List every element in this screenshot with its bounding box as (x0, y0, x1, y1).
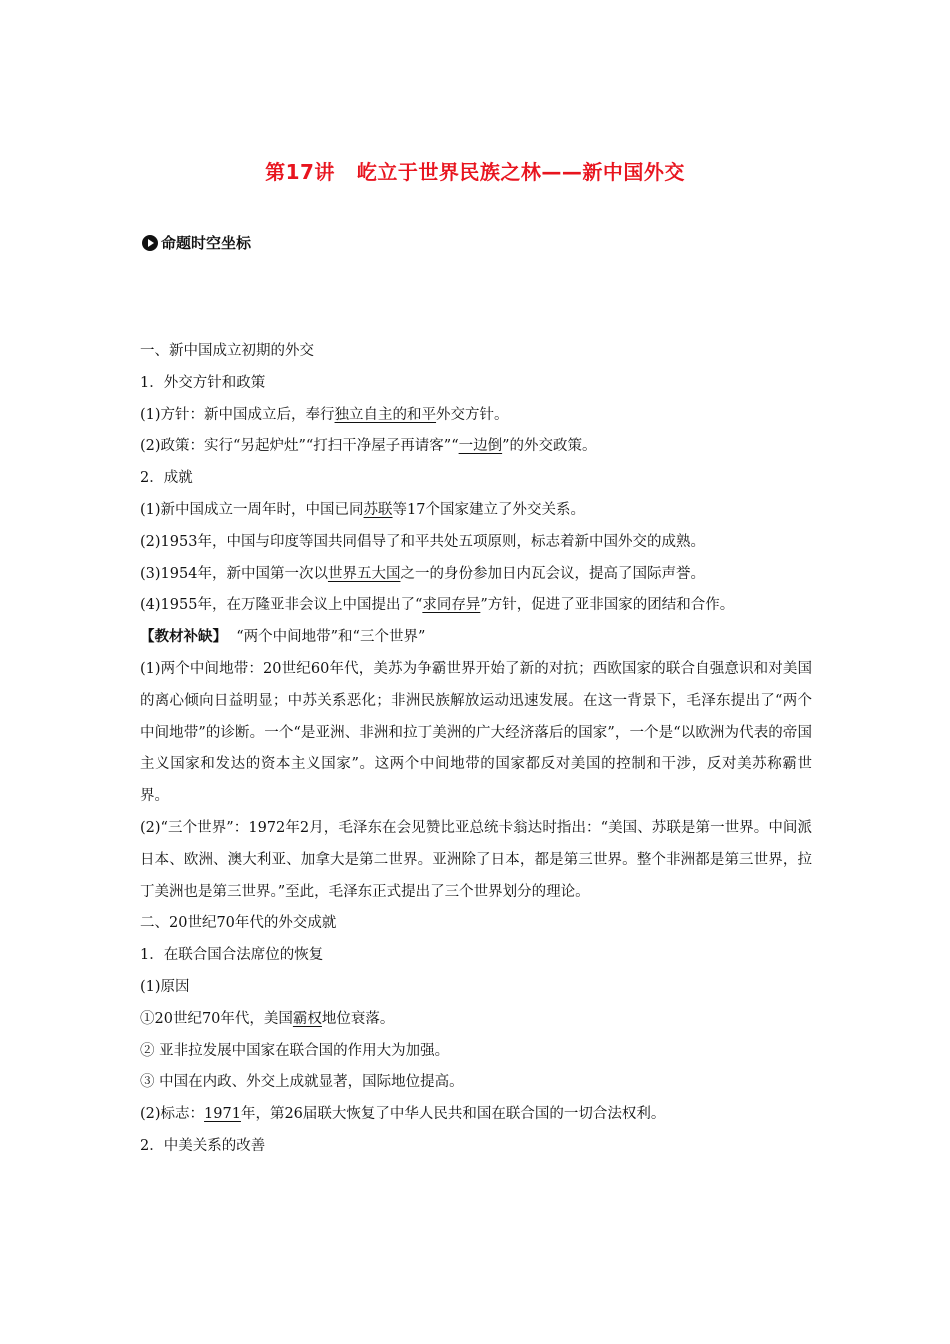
text-run: ”的外交政策。 (502, 438, 597, 455)
paragraph: (1)原因 (140, 978, 190, 995)
paragraph (140, 1004, 812, 1036)
text-run: 年，第26届联大恢复了中华人民共和国在联合国的一切合法权利。 (240, 1106, 666, 1123)
paragraph (140, 590, 812, 622)
paragraph: (2)“三个世界”：1972年2月，毛泽东在会见赞比亚总统卡翁达时指出：“美国、苏联是第一世界。中间派日本、欧洲、澳大利亚、加拿大是第二世界。亚洲除了日本，都是第三世界。整个非洲都是第三世界，拉丁美洲也是第三世界。”至此，毛泽东正式提出了三个世界划分的理论。 (140, 819, 812, 900)
paragraph (140, 431, 812, 463)
play-icon (142, 235, 158, 251)
paragraph (140, 400, 812, 432)
subsection-heading: 2．中美关系的改善 (140, 1137, 266, 1154)
section-header-label: 命题时空坐标 (161, 234, 252, 252)
subsection-heading: 1．外交方针和政策 (140, 374, 266, 391)
text-run: (4)1955年，在万隆亚非会议上中国提出了“ (140, 597, 423, 614)
subsection-heading: 1．在联合国合法席位的恢复 (140, 947, 324, 964)
text-run: ①20世纪70年代，美国 (140, 1010, 293, 1027)
text-run: (1)方针：新中国成立后，奉行 (140, 406, 335, 423)
text-run: (2)标志： (140, 1106, 205, 1123)
underlined-term: 1971 (204, 1106, 241, 1123)
text-run: (2)政策：实行“另起炉灶”“打扫干净屋子再请客”“ (140, 438, 459, 455)
paragraph (140, 495, 812, 527)
document-body (140, 336, 812, 1163)
subsection-heading: 2．成就 (140, 470, 193, 487)
section-heading: 二、20世纪70年代的外交成就 (140, 915, 337, 932)
underlined-term: 独立自主的和平 (334, 406, 437, 423)
section-heading: 一、新中国成立初期的外交 (140, 343, 314, 359)
underlined-term: 世界五大国 (327, 565, 401, 582)
text-run: 外交方针。 (436, 406, 509, 423)
underlined-term: 苏联 (363, 501, 393, 518)
paragraph: (1)两个中间地带：20世纪60年代，美苏为争霸世界开始了新的对抗；西欧国家的联合自强意识和对美国的离心倾向日益明显；中苏关系恶化；非洲民族解放运动迅速发展。在这一背景下，毛泽东提出了“两个中间地带”的诊断。一个“是亚洲、非洲和拉丁美洲的广大经济落后的国家”，一个是“以欧洲为代表的帝国主义国家和发达的资本主义国家”。这两个中间地带的国家都反对美国的控制和干涉，反对美苏称霸世界。 (140, 660, 812, 805)
section-header (142, 232, 251, 253)
lecture-title: 屹立于世界民族之林——新中国外交 (356, 160, 685, 184)
paragraph: ③ 中国在内政、外交上成就显著，国际地位提高。 (140, 1074, 464, 1091)
supplement-heading (140, 622, 812, 654)
text-run: 等17个国家建立了外交关系。 (392, 501, 585, 518)
underlined-term: 一边倒 (458, 438, 503, 455)
paragraph (140, 1099, 812, 1131)
text-run: 之一的身份参加日内瓦会议，提高了国际声誉。 (400, 565, 705, 582)
underlined-term: 求同存异 (422, 597, 481, 614)
supplement-label: 【教材补缺】 (140, 629, 227, 646)
text-run: ”方针，促进了亚非国家的团结和合作。 (480, 597, 735, 614)
paragraph: (2)1953年，中国与印度等国共同倡导了和平共处五项原则，标志着新中国外交的成熟。 (140, 533, 705, 550)
lecture-number: 第17讲 (265, 160, 335, 184)
text-run: (1)新中国成立一周年时，中国已同 (140, 501, 364, 518)
paragraph (140, 559, 812, 591)
paragraph: ② 亚非拉发展中国家在联合国的作用大为加强。 (140, 1042, 450, 1059)
text-run: (3)1954年，新中国第一次以 (140, 565, 328, 582)
underlined-term: 霸权 (292, 1010, 322, 1027)
supplement-title: “两个中间地带”和“三个世界” (236, 629, 426, 646)
text-run: 地位衰落。 (321, 1010, 395, 1027)
page-title (0, 156, 950, 185)
